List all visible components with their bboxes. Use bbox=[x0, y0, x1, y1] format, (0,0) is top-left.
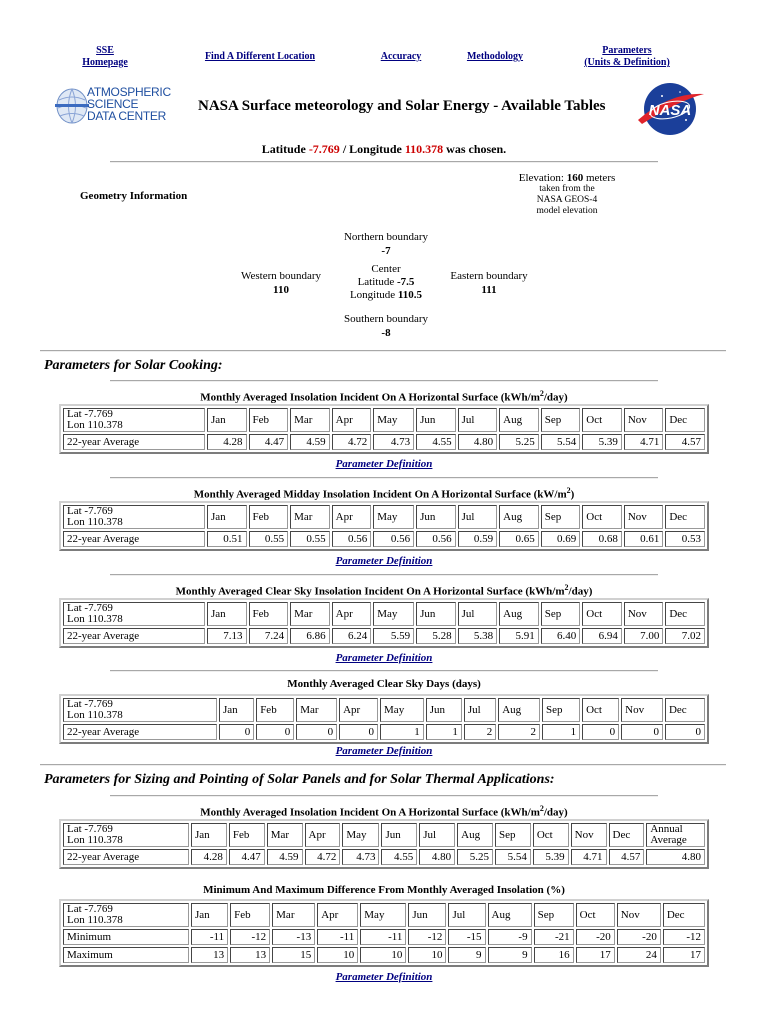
section-title-panels: Parameters for Sizing and Pointing of Solar Panels and for Solar Thermal Applications: bbox=[44, 772, 555, 787]
month-header: Feb bbox=[230, 903, 270, 927]
latitude-value: -7.769 bbox=[308, 142, 340, 156]
month-header: Oct bbox=[582, 408, 622, 432]
value-cell: 4.28 bbox=[207, 434, 247, 450]
month-header: Jan bbox=[219, 698, 254, 722]
month-header: Sep bbox=[541, 408, 581, 432]
table-row bbox=[63, 531, 705, 547]
location-cell: Lat -7.769 Lon 110.378 bbox=[63, 505, 205, 529]
value-cell: -20 bbox=[576, 929, 615, 945]
value-cell: -20 bbox=[617, 929, 661, 945]
value-cell: 0.56 bbox=[416, 531, 456, 547]
value-cell: 4.71 bbox=[571, 849, 607, 865]
month-header: May bbox=[380, 698, 424, 722]
month-header: Jul bbox=[458, 602, 498, 626]
sse-homepage-link-text[interactable]: SSE Homepage bbox=[82, 45, 128, 68]
geometry-title: Geometry Information bbox=[80, 190, 188, 202]
table-title: Monthly Averaged Insolation Incident On A Horizontal Surface $(kWh/m^2/day)$ bbox=[200, 389, 568, 404]
month-header: Nov bbox=[571, 823, 607, 847]
month-header: Jan bbox=[191, 823, 227, 847]
table-title: Minimum And Maximum Difference From Monthly Averaged Insolation (%) bbox=[203, 884, 565, 896]
value-cell: 4.28 bbox=[191, 849, 227, 865]
value-cell: 6.40 bbox=[541, 628, 581, 644]
month-header: Jun bbox=[416, 505, 456, 529]
table-title: Monthly Averaged Insolation Incident On A Horizontal Surface $(kWh/m^2/day)$ bbox=[200, 804, 568, 819]
annual-average-header: Annual Average bbox=[646, 823, 705, 847]
month-header: Jun bbox=[416, 602, 456, 626]
month-header: Aug bbox=[457, 823, 493, 847]
month-header: May bbox=[342, 823, 379, 847]
value-cell: 6.94 bbox=[582, 628, 622, 644]
month-header: Apr bbox=[332, 408, 372, 432]
value-cell: 5.54 bbox=[541, 434, 581, 450]
page-title: NASA Surface meteorology and Solar Energy - Available Tables bbox=[198, 98, 606, 114]
parameter-definition[interactable] bbox=[0, 555, 768, 567]
location-cell: Lat -7.769 Lon 110.378 bbox=[63, 408, 205, 432]
month-header: Mar bbox=[290, 602, 330, 626]
value-cell: -9 bbox=[488, 929, 532, 945]
table-header-row bbox=[63, 505, 705, 529]
month-header: Dec bbox=[663, 903, 705, 927]
month-header: May bbox=[373, 602, 414, 626]
parameter-definition-link[interactable]: Parameter Definition bbox=[335, 745, 433, 757]
accuracy-nav[interactable] bbox=[365, 51, 437, 63]
value-cell: 17 bbox=[576, 947, 615, 963]
location-line: Latitude -7.769 / Longitude 110.378 was chosen. bbox=[261, 142, 507, 156]
month-header: Nov bbox=[624, 408, 664, 432]
table-row bbox=[63, 849, 705, 865]
table-header-row bbox=[63, 823, 705, 847]
month-header: Aug bbox=[499, 602, 539, 626]
month-header: Nov bbox=[617, 903, 661, 927]
month-header: Feb bbox=[249, 602, 289, 626]
value-cell: 5.54 bbox=[495, 849, 531, 865]
asdc-logo-text: ATMOSPHERIC SCIENCE DATA CENTER bbox=[87, 85, 171, 123]
month-header: Jun bbox=[426, 698, 462, 722]
value-cell: -12 bbox=[663, 929, 705, 945]
value-cell: 13 bbox=[191, 947, 228, 963]
eastern-boundary: Eastern boundary 111 bbox=[450, 270, 528, 296]
value-cell: 4.47 bbox=[229, 849, 265, 865]
value-cell: -11 bbox=[191, 929, 228, 945]
insolation-table bbox=[59, 404, 709, 454]
parameter-definition[interactable] bbox=[0, 745, 768, 757]
month-header: Apr bbox=[332, 505, 372, 529]
value-cell: 5.59 bbox=[373, 628, 414, 644]
nasa-logo-text: NASA bbox=[648, 102, 692, 119]
value-cell: 5.25 bbox=[457, 849, 493, 865]
month-header: Jul bbox=[448, 903, 485, 927]
month-header: Jan bbox=[207, 408, 247, 432]
nasa-meatball-icon bbox=[632, 80, 708, 138]
month-header: Jan bbox=[207, 505, 247, 529]
nasa-logo[interactable] bbox=[632, 80, 708, 138]
month-header: Jun bbox=[408, 903, 446, 927]
value-cell: 16 bbox=[534, 947, 574, 963]
value-cell: 4.59 bbox=[267, 849, 303, 865]
southern-boundary: Southern boundary -8 bbox=[343, 313, 428, 339]
value-cell: -12 bbox=[408, 929, 446, 945]
parameter-definition-link[interactable]: Parameter Definition bbox=[335, 652, 433, 664]
value-cell: 13 bbox=[230, 947, 270, 963]
elevation-info: Elevation: 160 meters taken from the NASA GEOS-4 model elevation bbox=[518, 172, 616, 216]
midday-insolation-table bbox=[59, 501, 709, 551]
row-label: Maximum bbox=[63, 947, 189, 963]
month-header: Mar bbox=[267, 823, 303, 847]
month-header: Nov bbox=[624, 602, 664, 626]
value-cell: 10 bbox=[360, 947, 406, 963]
month-header: Feb bbox=[229, 823, 265, 847]
table-row bbox=[63, 947, 705, 963]
value-cell: 5.28 bbox=[416, 628, 456, 644]
value-cell: 0 bbox=[582, 724, 619, 740]
value-cell: 5.38 bbox=[458, 628, 498, 644]
parameter-definition[interactable] bbox=[0, 458, 768, 470]
row-label: 22-year Average bbox=[63, 628, 205, 644]
month-header: Jul bbox=[458, 408, 498, 432]
value-cell: 2 bbox=[498, 724, 540, 740]
value-cell: 4.73 bbox=[342, 849, 379, 865]
row-label: 22-year Average bbox=[63, 849, 189, 865]
parameter-definition-link[interactable]: Parameter Definition bbox=[335, 458, 433, 470]
insolation-annual-table bbox=[59, 819, 709, 869]
month-header: Oct bbox=[533, 823, 569, 847]
parameter-definition[interactable] bbox=[0, 971, 768, 983]
value-cell: 15 bbox=[272, 947, 315, 963]
globe-icon bbox=[55, 86, 89, 126]
row-label: 22-year Average bbox=[63, 531, 205, 547]
table-header-row bbox=[63, 903, 705, 927]
month-header: May bbox=[373, 408, 414, 432]
value-cell: 4.47 bbox=[249, 434, 289, 450]
parameter-definition[interactable] bbox=[0, 652, 768, 664]
row-label: 22-year Average bbox=[63, 724, 217, 740]
value-cell: 0.55 bbox=[290, 531, 330, 547]
value-cell: 5.25 bbox=[499, 434, 539, 450]
value-cell: 1 bbox=[380, 724, 424, 740]
value-cell: 0.55 bbox=[249, 531, 289, 547]
month-header: Mar bbox=[290, 408, 330, 432]
center-point: Center Latitude -7.5 Longitude 110.5 bbox=[349, 263, 423, 301]
month-header: Feb bbox=[249, 408, 289, 432]
table-header-row bbox=[63, 602, 705, 626]
month-header: Apr bbox=[339, 698, 378, 722]
table-row bbox=[63, 434, 705, 450]
month-header: Jun bbox=[416, 408, 456, 432]
value-cell: 2 bbox=[464, 724, 496, 740]
month-header: Aug bbox=[498, 698, 540, 722]
value-cell: 24 bbox=[617, 947, 661, 963]
value-cell: 0 bbox=[296, 724, 337, 740]
methodology-nav[interactable] bbox=[455, 51, 535, 63]
value-cell: 4.80 bbox=[458, 434, 498, 450]
value-cell: -11 bbox=[317, 929, 358, 945]
value-cell: 4.80 bbox=[419, 849, 455, 865]
value-cell: -13 bbox=[272, 929, 315, 945]
table-header-row bbox=[63, 408, 705, 432]
month-header: Sep bbox=[541, 505, 581, 529]
table-title: Monthly Averaged Clear Sky Insolation Incident On A Horizontal Surface $(kWh/m^2/day)$ bbox=[175, 583, 593, 598]
value-cell: 4.59 bbox=[290, 434, 330, 450]
divider bbox=[110, 380, 658, 382]
value-cell: 4.72 bbox=[332, 434, 372, 450]
month-header: Dec bbox=[665, 408, 705, 432]
value-cell: -15 bbox=[448, 929, 485, 945]
month-header: Mar bbox=[272, 903, 315, 927]
location-cell: Lat -7.769 Lon 110.378 bbox=[63, 903, 189, 927]
divider bbox=[110, 477, 658, 479]
table-header-row bbox=[63, 698, 705, 722]
value-cell: 0.68 bbox=[582, 531, 622, 547]
parameter-definition-link[interactable]: Parameter Definition bbox=[335, 555, 433, 567]
value-cell: 0 bbox=[621, 724, 663, 740]
parameter-definition-link[interactable]: Parameter Definition bbox=[335, 971, 433, 983]
value-cell: 1 bbox=[542, 724, 580, 740]
value-cell: 6.24 bbox=[332, 628, 372, 644]
divider bbox=[40, 350, 726, 352]
value-cell: 4.55 bbox=[416, 434, 456, 450]
longitude-value: 110.378 bbox=[404, 142, 444, 156]
month-header: Oct bbox=[582, 698, 619, 722]
month-header: Sep bbox=[495, 823, 531, 847]
month-header: Sep bbox=[534, 903, 574, 927]
month-header: Apr bbox=[332, 602, 372, 626]
divider bbox=[110, 161, 658, 163]
value-cell: 0.51 bbox=[207, 531, 247, 547]
value-cell: 4.73 bbox=[373, 434, 414, 450]
value-cell: 0.65 bbox=[499, 531, 539, 547]
month-header: Apr bbox=[305, 823, 341, 847]
value-cell: 0.56 bbox=[373, 531, 414, 547]
month-header: Feb bbox=[256, 698, 294, 722]
value-cell: 10 bbox=[408, 947, 446, 963]
month-header: Apr bbox=[317, 903, 358, 927]
month-header: Sep bbox=[541, 602, 581, 626]
value-cell: 10 bbox=[317, 947, 358, 963]
month-header: Aug bbox=[499, 505, 539, 529]
northern-boundary: Northern boundary -7 bbox=[343, 231, 428, 257]
location-cell: Lat -7.769 Lon 110.378 bbox=[63, 698, 217, 722]
annual-value-cell: 4.80 bbox=[646, 849, 705, 865]
month-header: May bbox=[373, 505, 414, 529]
value-cell: 0 bbox=[339, 724, 378, 740]
value-cell: 0 bbox=[219, 724, 254, 740]
clear-sky-days-table bbox=[59, 694, 709, 744]
month-header: Oct bbox=[576, 903, 615, 927]
value-cell: -12 bbox=[230, 929, 270, 945]
table-row bbox=[63, 724, 705, 740]
table-title: Monthly Averaged Clear Sky Days (days) bbox=[287, 678, 481, 690]
month-header: Mar bbox=[296, 698, 337, 722]
value-cell: 0 bbox=[665, 724, 705, 740]
value-cell: 1 bbox=[426, 724, 462, 740]
value-cell: 4.72 bbox=[305, 849, 341, 865]
value-cell: 0.69 bbox=[541, 531, 581, 547]
value-cell: 0 bbox=[256, 724, 294, 740]
month-header: Mar bbox=[290, 505, 330, 529]
value-cell: 0.53 bbox=[665, 531, 705, 547]
value-cell: 0.56 bbox=[332, 531, 372, 547]
find-location-link[interactable]: Find A Different Location bbox=[204, 51, 316, 62]
month-header: Feb bbox=[249, 505, 289, 529]
month-header: Jun bbox=[381, 823, 417, 847]
month-header: Sep bbox=[542, 698, 580, 722]
month-header: Dec bbox=[665, 698, 705, 722]
sse-homepage-link[interactable] bbox=[70, 45, 140, 69]
month-header: Jul bbox=[458, 505, 498, 529]
western-boundary: Western boundary 110 bbox=[240, 270, 322, 296]
month-header: Jan bbox=[191, 903, 228, 927]
location-cell: Lat -7.769 Lon 110.378 bbox=[63, 602, 205, 626]
month-header: Jan bbox=[207, 602, 247, 626]
month-header: Oct bbox=[582, 505, 622, 529]
value-cell: 7.24 bbox=[249, 628, 289, 644]
row-label: 22-year Average bbox=[63, 434, 205, 450]
month-header: Dec bbox=[665, 505, 705, 529]
divider bbox=[110, 795, 658, 797]
accuracy-link[interactable]: Accuracy bbox=[380, 51, 422, 62]
value-cell: -11 bbox=[360, 929, 406, 945]
month-header: Dec bbox=[665, 602, 705, 626]
table-row bbox=[63, 929, 705, 945]
month-header: Oct bbox=[582, 602, 622, 626]
value-cell: 9 bbox=[488, 947, 532, 963]
value-cell: 5.39 bbox=[533, 849, 569, 865]
min-max-difference-table bbox=[59, 899, 709, 967]
month-header: Jul bbox=[464, 698, 496, 722]
parameters-nav[interactable] bbox=[568, 45, 686, 69]
value-cell: 7.02 bbox=[665, 628, 705, 644]
clear-sky-insolation-table bbox=[59, 598, 709, 648]
value-cell: 4.57 bbox=[609, 849, 645, 865]
value-cell: 4.55 bbox=[381, 849, 417, 865]
value-cell: 6.86 bbox=[290, 628, 330, 644]
value-cell: 17 bbox=[663, 947, 705, 963]
methodology-link[interactable]: Methodology bbox=[466, 51, 524, 62]
location-cell: Lat -7.769 Lon 110.378 bbox=[63, 823, 189, 847]
row-label: Minimum bbox=[63, 929, 189, 945]
find-location-nav[interactable] bbox=[190, 51, 330, 63]
month-header: May bbox=[360, 903, 406, 927]
month-header: Nov bbox=[621, 698, 663, 722]
divider bbox=[40, 764, 726, 766]
section-title-cooking: Parameters for Solar Cooking: bbox=[44, 358, 223, 373]
value-cell: 7.00 bbox=[624, 628, 664, 644]
value-cell: 5.91 bbox=[499, 628, 539, 644]
table-title: Monthly Averaged Midday Insolation Incident On A Horizontal Surface $(kW/m^2)$ bbox=[193, 486, 575, 501]
parameters-link[interactable]: Parameters (Units & Definition) bbox=[584, 45, 670, 68]
table-row bbox=[63, 628, 705, 644]
asdc-logo[interactable] bbox=[55, 84, 187, 132]
value-cell: 0.61 bbox=[624, 531, 664, 547]
value-cell: 4.71 bbox=[624, 434, 664, 450]
value-cell: 5.39 bbox=[582, 434, 622, 450]
month-header: Aug bbox=[499, 408, 539, 432]
value-cell: 0.59 bbox=[458, 531, 498, 547]
divider bbox=[110, 574, 658, 576]
month-header: Nov bbox=[624, 505, 664, 529]
value-cell: -21 bbox=[534, 929, 574, 945]
month-header: Aug bbox=[488, 903, 532, 927]
month-header: Jul bbox=[419, 823, 455, 847]
value-cell: 4.57 bbox=[665, 434, 705, 450]
divider bbox=[110, 670, 658, 672]
month-header: Dec bbox=[609, 823, 645, 847]
value-cell: 7.13 bbox=[207, 628, 247, 644]
value-cell: 9 bbox=[448, 947, 485, 963]
